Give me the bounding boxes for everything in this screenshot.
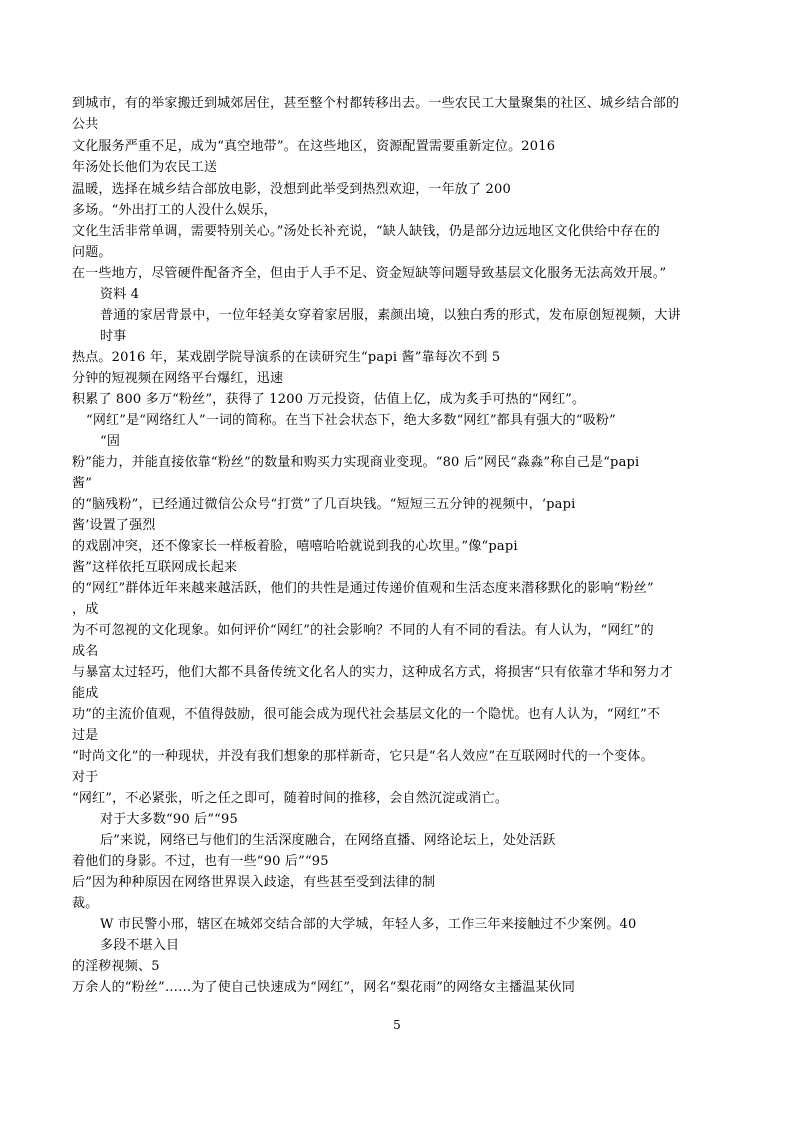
text-line: 酱”这样依托互联网成长起来: [72, 560, 238, 575]
text-line: 能成: [72, 686, 99, 701]
text-line: 年汤处长他们为农民工送: [72, 160, 218, 175]
text-line: 粉”能力，并能直接依靠“粉丝”的数量和购买力实现商业变现。“80 后”网民“淼淼”称自己是“papi: [72, 455, 640, 470]
text-line: ，成: [72, 602, 99, 617]
text-line: 的“脑残粉”，已经通过微信公众号“打赏”了几百块钱。“短短三五分钟的视频中，‘papi: [72, 497, 576, 512]
text-line: 为不可忽视的文化现象。如何评价“网红”的社会影响？不同的人有不同的看法。有人认为，“网红”的: [72, 623, 654, 638]
text-line: 对于大多数“90 后”“95: [100, 812, 238, 827]
text-line: 酱’设置了强烈: [72, 518, 156, 533]
text-line: 文化服务严重不足，成为“真空地带”。在这些地区，资源配置需要重新定位。2016: [72, 139, 556, 154]
text-line: 热点。2016 年，某戏剧学院导演系的在读研究生“papi 酱”靠每次不到 5: [72, 350, 501, 365]
text-line: 后”来说，网络已与他们的生活深度融合，在网络直播、网络论坛上，处处活跃: [100, 833, 556, 848]
text-line: 积累了 800 多万“粉丝”，获得了 1200 万元投资，估值上亿，成为炙手可热的“网红”。: [72, 392, 586, 407]
text-line: W 市民警小邢，辖区在城郊交结合部的大学城，年轻人多，工作三年来接触过不少案例。40: [100, 917, 637, 932]
text-line: 的淫秽视频、5: [72, 959, 160, 974]
text-line: 问题。: [72, 245, 112, 260]
text-line: 后”因为种种原因在网络世界误入歧途，有些甚至受到法律的制: [72, 875, 436, 890]
text-line: 在一些地方，尽管硬件配备齐全，但由于人手不足、资金短缺等问题导致基层文化服务无法高效开展。”: [72, 266, 667, 281]
text-line: 对于: [72, 770, 99, 785]
text-line: 分钟的短视频在网络平台爆红，迅速: [72, 371, 284, 386]
page-number: 5: [393, 1018, 401, 1032]
text-line: 裁。: [72, 896, 99, 911]
text-line: 与暴富太过轻巧，他们大都不具备传统文化名人的实力，这种成名方式，将损害“只有依靠才华和努力才: [72, 665, 673, 680]
text-line: 温暖，选择在城乡结合部放电影，没想到此举受到热烈欢迎，一年放了 200: [72, 182, 511, 197]
text-line: 功”的主流价值观，不值得鼓励，很可能会成为现代社会基层文化的一个隐忧。也有人认为，“网红”不: [72, 707, 661, 722]
text-line: 的“网红”群体近年来越来越活跃，他们的共性是通过传递价值观和生活态度来潜移默化的影响“粉丝”: [72, 581, 654, 596]
text-line: 到城市，有的举家搬迁到城郊居住，甚至整个村都转移出去。一些农民工大量聚集的社区、城乡结合部的: [72, 96, 680, 111]
text-line: 着他们的身影。不过，也有一些“90 后”“95: [72, 854, 329, 869]
section-heading: 资料 4: [100, 287, 140, 302]
text-line: “时尚文化”的一种现状，并没有我们想象的那样新奇，它只是“名人效应”在互联网时代的一个变体。: [72, 749, 654, 764]
text-line: 文化生活非常单调，需要特别关心。”汤处长补充说，“缺人缺钱，仍是部分边远地区文化供给中存在的: [72, 224, 660, 239]
text-line: “固: [100, 434, 121, 449]
text-line: 成名: [72, 644, 99, 659]
text-line: 公共: [72, 117, 99, 132]
text-line: 过是: [72, 728, 99, 743]
text-line: 多场。“外出打工的人没什么娱乐，: [72, 203, 277, 218]
text-line: 多段不堪入目: [100, 938, 180, 953]
text-line: 普通的家居背景中，一位年轻美女穿着家居服，素颜出境，以独白秀的形式，发布原创短视频，大讲: [100, 308, 681, 323]
text-line: 万余人的“粉丝”……为了使自己快速成为“网红”，网名“梨花雨”的网络女主播温某伙同: [72, 980, 576, 995]
text-line: 时事: [100, 329, 127, 344]
text-line: 的戏剧冲突，还不像家长一样板着脸，嘻嘻哈哈就说到我的心坎里。”像“papi: [72, 539, 518, 554]
text-line: “网红”，不必紧张，听之任之即可，随着时间的推移，会自然沉淀或消亡。: [72, 791, 509, 806]
text-line: 酱”: [72, 476, 93, 491]
text-line: “网红”是“网络红人”一词的简称。在当下社会状态下，绝大多数“网红”都具有强大的“吸粉”: [86, 413, 616, 428]
